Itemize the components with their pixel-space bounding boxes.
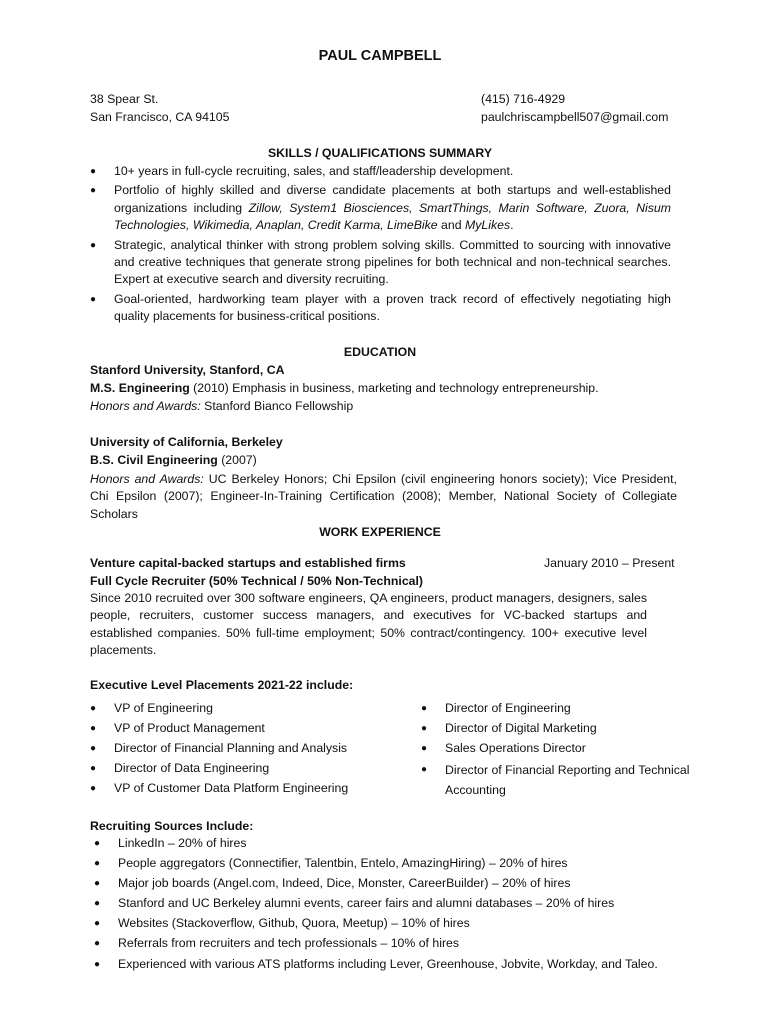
degree-stanford-detail: (2010) Emphasis in business, marketing and technology entrepreneurship. — [189, 381, 599, 395]
bullet-icon: ● — [90, 293, 97, 305]
source-item: Stanford and UC Berkeley alumni events, career fairs and alumni databases – 20% of hires — [118, 896, 615, 911]
skills-item-text: Goal-oriented, hardworking team player with a proven track record of effectively negotiating high quality placements for business-critical positions. — [114, 291, 671, 324]
source-item: Websites (Stackoverflow, Github, Quora, Meetup) – 10% of hires — [118, 916, 470, 931]
source-item: Referrals from recruiters and tech professionals – 10% of hires — [118, 936, 460, 951]
sources-list — [94, 835, 734, 973]
list-item — [90, 237, 671, 289]
exec-item: Director of Data Engineering — [114, 761, 270, 775]
source-item: People aggregators (Connectifier, Talentbin, Entelo, AmazingHiring) – 20% of hires — [118, 856, 568, 871]
source-item: Major job boards (Angel.com, Indeed, Dice, Monster, CareerBuilder) – 20% of hires — [118, 876, 571, 891]
bullet-icon: ● — [90, 743, 97, 754]
list-item — [90, 720, 420, 737]
bullet-icon: ● — [90, 166, 97, 177]
skills-item-text: Strategic, analytical thinker with strong problem solving skills. Committed to sourcing with innovative and creative techniques that generate strong pipelines for both technical and non-technical searches. Expert at executive search and diversity recruiting. — [114, 237, 671, 287]
skills-company-last: MyLikes — [465, 218, 511, 233]
bullet-icon: ● — [90, 723, 97, 734]
work-employer: Venture capital-backed startups and established firms — [90, 556, 406, 570]
honors-stanford-text: Stanford Bianco Fellowship — [200, 399, 354, 413]
honors-stanford-line — [90, 398, 353, 415]
exec-list-right — [421, 700, 711, 800]
list-item — [94, 935, 734, 952]
honors-berkeley-text: UC Berkeley Honors; Chi Epsilon (civil engineering honors society); Vice President, Chi Epsilon (2007); Engineer-In-Training Certification (2008); Member, National Society of Collegiate Scholars — [90, 472, 677, 521]
exec-item: Director of Engineering — [445, 701, 571, 715]
skills-period: . — [510, 218, 514, 233]
list-item — [94, 956, 734, 973]
contact-email: paulchriscampbell507@gmail.com — [481, 110, 669, 124]
exec-item: Sales Operations Director — [445, 741, 586, 755]
degree-stanford: M.S. Engineering — [90, 381, 190, 395]
list-item — [90, 182, 671, 234]
degree-berkeley-line — [90, 452, 257, 469]
work-heading: WORK EXPERIENCE — [319, 525, 441, 539]
exec-list-left — [90, 700, 420, 797]
education-heading: EDUCATION — [343, 345, 417, 359]
list-item — [90, 740, 420, 757]
school-berkeley: University of California, Berkeley — [90, 435, 283, 449]
bullet-icon: ● — [421, 764, 428, 775]
list-item — [421, 700, 711, 717]
skills-companies: Zillow, System1 Biosciences, SmartThings, Marin Software, Zuora, Nisum Technologies, Wikimedia, Anaplan, Credit Karma, LimeBike — [114, 200, 671, 233]
bullet-icon: ● — [90, 185, 97, 197]
bullet-icon: ● — [90, 783, 97, 794]
bullet-icon: ● — [90, 239, 97, 251]
skills-connector: and — [437, 218, 465, 233]
degree-berkeley: B.S. Civil Engineering — [90, 453, 218, 467]
bullet-icon: ● — [421, 703, 428, 714]
exec-item: Director of Financial Reporting and Technical Accounting — [445, 763, 690, 797]
list-item — [90, 291, 671, 326]
list-item — [94, 835, 734, 852]
list-item — [94, 895, 734, 912]
exec-item: Director of Digital Marketing — [445, 721, 597, 735]
work-description: Since 2010 recruited over 300 software engineers, QA engineers, product managers, designers, sales people, recruiters, customer success managers, and executives for VC-backed startups and established companies. 50% full-time employment; 50% contract/contingency. 100+ executive level placements. — [90, 591, 647, 658]
bullet-icon: ● — [94, 858, 101, 870]
list-item — [94, 855, 734, 872]
list-item — [90, 780, 420, 797]
exec-item: VP of Customer Data Platform Engineering — [114, 781, 349, 795]
list-item — [90, 163, 671, 180]
bullet-icon: ● — [94, 918, 101, 930]
list-item — [421, 720, 711, 737]
list-item — [421, 740, 711, 757]
list-item — [90, 760, 420, 777]
work-role: Full Cycle Recruiter (50% Technical / 50% Non-Technical) — [90, 574, 424, 588]
work-dates: January 2010 – Present — [544, 556, 675, 570]
exec-heading: Executive Level Placements 2021-22 include: — [90, 678, 354, 692]
list-item — [90, 700, 420, 717]
exec-item: VP of Engineering — [114, 701, 213, 715]
honors-stanford-label: Honors and Awards: — [90, 399, 201, 413]
bullet-icon: ● — [90, 763, 97, 774]
honors-berkeley-label: Honors and Awards: — [90, 472, 204, 486]
degree-stanford-line — [90, 380, 599, 397]
skills-heading: SKILLS / QUALIFICATIONS SUMMARY — [267, 146, 493, 160]
contact-city: San Francisco, CA 94105 — [90, 110, 230, 124]
exec-item: Director of Financial Planning and Analysis — [114, 741, 348, 755]
honors-berkeley-para — [90, 471, 677, 523]
list-item — [421, 760, 711, 800]
contact-phone: (415) 716-4929 — [481, 92, 566, 106]
bullet-icon: ● — [421, 723, 428, 734]
degree-berkeley-detail: (2007) — [217, 453, 257, 467]
source-item: LinkedIn – 20% of hires — [118, 836, 247, 850]
list-item — [94, 875, 734, 892]
exec-item: VP of Product Management — [114, 721, 265, 735]
skills-item-text: 10+ years in full-cycle recruiting, sales, and staff/leadership development. — [114, 164, 514, 178]
skills-list — [90, 163, 671, 326]
school-stanford: Stanford University, Stanford, CA — [90, 363, 285, 377]
bullet-icon: ● — [94, 938, 101, 950]
list-item — [94, 915, 734, 932]
resume-name: PAUL CAMPBELL — [318, 48, 442, 64]
contact-street: 38 Spear St. — [90, 92, 159, 106]
source-item: Experienced with various ATS platforms including Lever, Greenhouse, Jobvite, Workday, and Taleo. — [118, 956, 658, 971]
bullet-icon: ● — [90, 703, 97, 714]
skills-item-text: Portfolio of highly skilled and diverse candidate placements at both startups and well-established organizations including — [114, 183, 671, 215]
bullet-icon: ● — [421, 743, 428, 754]
bullet-icon: ● — [94, 898, 101, 910]
sources-heading: Recruiting Sources Include: — [90, 819, 254, 833]
bullet-icon: ● — [94, 838, 101, 849]
bullet-icon: ● — [94, 878, 101, 890]
bullet-icon: ● — [94, 958, 101, 970]
